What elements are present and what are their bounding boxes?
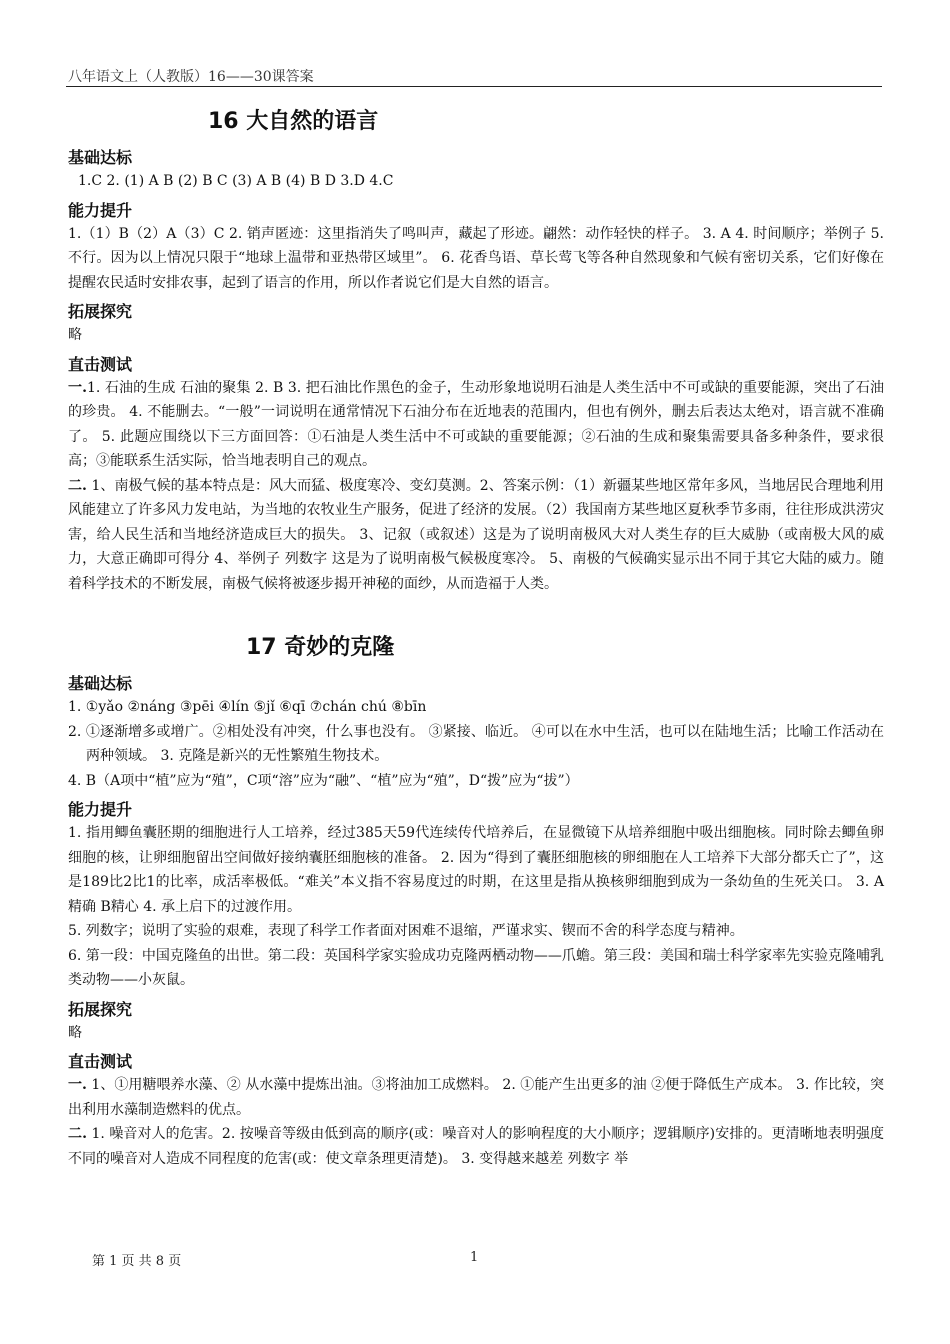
answer-paragraph: 1.（1）B（2）A（3）C 2. 销声匿迹：这里指消失了鸣叫声，藏起了形迹。翩然：动作轻快的样子。 3. A 4. 时间顺序；举例子 5. 不行。因为以上情况只限于“地球上温带和亚热带区域里”。 6. 花香鸟语、草长莺飞等各种自然现象和气候有密切关系，它们好像在提醒农民适时安排农事，起到了语言的作用，所以作者说它们是大自然的语言。 [68,225,884,291]
answer-paragraph: 略 [68,327,82,343]
part-marker: 一. [68,1077,87,1093]
page-content [68,98,884,1171]
answer-paragraph: 1. 指用鲫鱼囊胚期的细胞进行人工培养，经过385天59代连续传代培养后，在显微镜下从培养细胞中吸出细胞核。同时除去鲫鱼卵细胞的核，让卵细胞留出空间做好接纳囊胚细胞核的准备。 2. 因为“得到了囊胚细胞核的卵细胞在人工培养下大部分都夭亡了”，这是189比2比1的比率，成活率极低。“难关”本义指不容易度过的时期，在这里是指从换核卵细胞到成为一条幼鱼的生死关口。 3. A精确 B精心 4. 承上启下的过渡作用。 [68,825,884,915]
part-marker: 二. [68,1126,87,1142]
answer-paragraph: 2. ①逐渐增多或增广。②相处没有冲突，什么事也没有。 ③紧接、临近。 ④可以在水中生活，也可以在陆地生活；比喻工作活动在两种领域。 3. 克隆是新兴的无性繁殖生物技术。 [68,723,884,764]
running-header: 八年语文上（人教版）16——30课答案 [68,69,314,85]
answer-paragraph: 1. ①yǎo ②náng ③pēi ④lín ⑤jǐ ⑥qī ⑦chán chú ⑧bīn [68,699,427,715]
header-rule [66,86,882,87]
part-marker: 二. [68,477,87,494]
answer-text: 1、南极气候的基本特点是：风大而猛、极度寒冷、变幻莫测。2、答案示例：（1）新疆某些地区常年多风，当地居民合理地利用风能建立了许多风力发电站，为当地的农牧业生产服务，促进了经济的发展。（2）我国南方某些地区夏秋季节多雨，往往形成洪涝灾害，给人民生活和当地经济造成巨大的损失。 3、记叙（或叙述）这是为了说明南极风大对人类生存的巨大威胁（或南极大风的威力，大意正确即可得分 4、举例子 列数字 这是为了说明南极气候极度寒冷。 5、南极的气候确实显示出不同于其它大陆的威力。随着科学技术的不断发展，南极气候将被逐步揭开神秘的面纱，从而造福于人类。 [68,477,885,592]
answer-paragraph: 5. 列数字；说明了实验的艰难，表现了科学工作者面对困难不退缩，严谨求实、锲而不舍的科学态度与精神。 [68,923,744,939]
answer-paragraph: 1.C 2. (1) A B (2) B C (3) A B (4) B D 3.D 4.C [78,173,394,189]
section-heading: 基础达标 [68,674,133,693]
lesson-17-title: 17 奇妙的克隆 [246,635,395,660]
answer-paragraph [68,1122,884,1171]
answer-paragraph [68,376,884,474]
section-heading: 基础达标 [68,148,133,167]
answer-paragraph [68,1073,884,1122]
section-heading: 拓展探究 [68,999,133,1019]
part-marker: 一. [68,379,87,396]
answer-text: 1. 噪音对人的危害。2. 按噪音等级由低到高的顺序(或：噪音对人的影响程度的大小顺序；逻辑顺序)安排的。更清晰地表明强度不同的噪音对人造成不同程度的危害(或：使文章条理更清楚)。 3. 变得越来越差 列数字 举 [68,1126,884,1167]
page-count-footer: 第 1 页 共 8 页 [92,1254,182,1269]
section-heading: 能力提升 [68,800,133,819]
answer-text: 1、①用糖喂养水藻、② 从水藻中提炼出油。③将油加工成燃料。 2. ①能产生出更多的油 ②便于降低生产成本。 3. 作比较，突出利用水藻制造燃料的优点。 [68,1077,884,1118]
answer-paragraph [68,474,884,597]
section-heading: 直击测试 [68,1052,133,1071]
answer-text: 1. 石油的生成 石油的聚集 2. B 3. 把石油比作黑色的金子，生动形象地说明石油是人类生活中不可或缺的重要能源，突出了石油的珍贵。 4. 不能删去。“一般”一词说明在通常情况下石油分布在近地表的范围内，但也有例外，删去后表达太绝对，语言就不准确了。 5. 此题应围绕以下三方面回答：①石油是人类生活中不可或缺的重要能源；②石油的生成和聚集需要具备多种条件，要求很高；③能联系生活实际，恰当地表明自己的观点。 [68,379,884,469]
answer-paragraph: 4. B（A项中“植”应为“殖”，C项“溶”应为“融”、“植”应为“殖”，D“拨”应为“拔”） [68,772,579,789]
section-heading: 能力提升 [68,200,133,220]
answer-paragraph: 略 [68,1024,82,1041]
lesson-16-title: 16 大自然的语言 [208,109,379,134]
answer-paragraph: 6. 第一段：中国克隆鱼的出世。第二段：英国科学家实验成功克隆两栖动物——爪蟾。第三段：美国和瑞士科学家率先实验克隆哺乳类动物——小灰鼠。 [68,947,884,988]
page-number: 1 [470,1250,479,1265]
section-heading: 拓展探究 [68,302,133,321]
section-heading: 直击测试 [68,354,133,374]
